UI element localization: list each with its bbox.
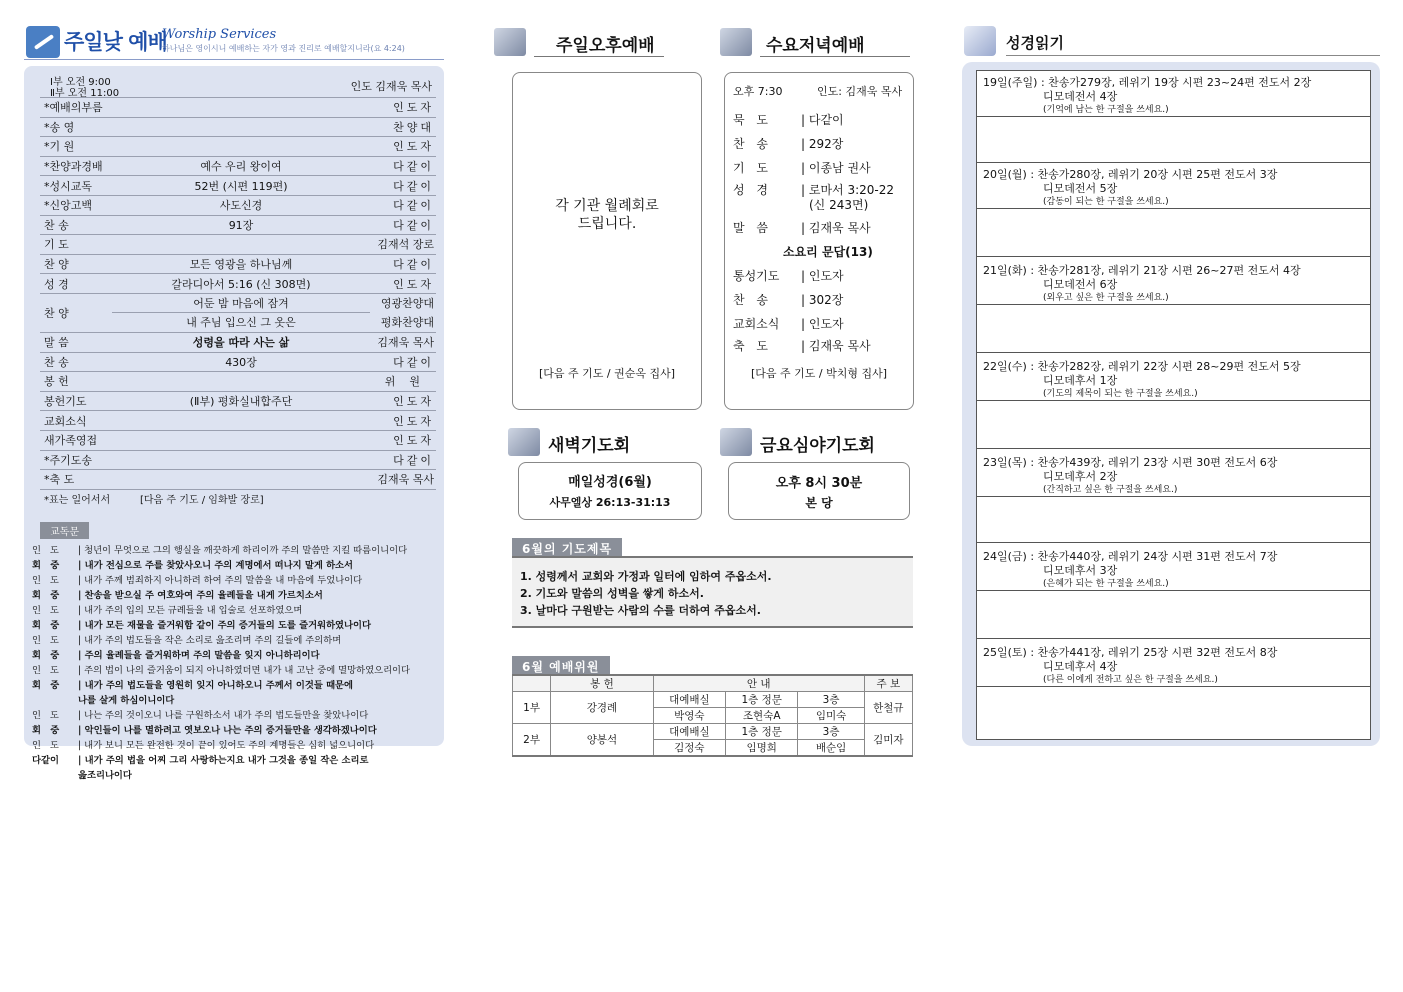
order-label: *성시교독 (44, 179, 93, 193)
reading-speaker: 회 중 (32, 619, 63, 631)
reading-speaker: 회 중 (32, 724, 63, 736)
reading-speaker: 인 도 (32, 709, 62, 721)
reading-passages-cont: 디모데후서 1장 (1043, 374, 1118, 387)
reading-passages-cont: 디모데전서 5장 (1043, 182, 1118, 195)
afternoon-box (512, 72, 702, 410)
dawn-line1: 매일성경(6월) (568, 475, 652, 490)
reading-day-line1 (983, 262, 1364, 278)
reading-passages: 찬송가282장, 레위기 22장 시편 28~29편 전도서 5장 (1037, 360, 1301, 373)
reading-text: | 주의 율례들을 즐거워하며 주의 말씀을 잊지 아니하리이다 (78, 649, 320, 661)
order-person: 다같이 (393, 453, 434, 467)
order-row (40, 216, 436, 236)
reading-note-space[interactable] (977, 497, 1370, 543)
afternoon-message-line1: 각 기관 월례회로 (555, 198, 659, 214)
reading-instruction: (외우고 싶은 한 구절을 쓰세요.) (1043, 293, 1169, 303)
bible-reading-title: 성경읽기 (1006, 34, 1064, 52)
reading-speaker: 인 도 (32, 664, 62, 676)
reading-text: | 내가 전심으로 주를 찾았사오니 주의 계명에서 떠나지 말게 하소서 (78, 559, 354, 571)
reading-speaker (32, 693, 78, 708)
reading-speaker: 인 도 (32, 634, 62, 646)
sunday-worship-title: 주일낮 예배 (64, 30, 167, 54)
committee-location: 대예배실 (653, 692, 725, 708)
order-person: 김재욱 목사 (377, 473, 434, 487)
order-row (40, 98, 436, 118)
order-person: 다같이 (393, 258, 434, 272)
choir-song-2: 내 주님 입으신 그 옷은 (186, 315, 296, 329)
wednesday-row (733, 291, 843, 308)
order-label: 새가족영접 (44, 434, 98, 448)
reading-line (32, 633, 436, 648)
reading-passages: 찬송가440장, 레위기 24장 시편 31편 전도서 7장 (1037, 550, 1278, 563)
committee-service: 2부 (513, 724, 551, 757)
order-person: 위원 (384, 375, 434, 389)
committee-usher: 조현숙A (726, 708, 798, 724)
reading-speaker: 인 도 (32, 544, 62, 556)
reading-day (977, 451, 1370, 497)
reading-note-space[interactable] (977, 117, 1370, 163)
wednesday-box (724, 72, 914, 410)
committee-offering: 강경례 (551, 692, 654, 724)
wednesday-row (733, 219, 871, 236)
wednesday-row (733, 267, 844, 284)
order-person: 다같이 (393, 179, 434, 193)
friday-line1: 오후 8시 30분 (775, 476, 863, 491)
committee-location: 대예배실 (653, 724, 725, 740)
reading-day-line1 (983, 548, 1364, 564)
bible-reading-section (962, 22, 1380, 752)
reading-passages: 찬송가439장, 레위기 23장 시편 30편 전도서 6장 (1037, 456, 1278, 469)
wednesday-item-label: 성 경 (733, 183, 772, 197)
reading-day-line1 (983, 358, 1364, 374)
reading-note-space[interactable] (977, 307, 1370, 353)
prayer-topics-tag: 6월의 기도제목 (512, 538, 622, 559)
friday-title: 금요심야기도회 (760, 436, 875, 456)
order-label: *찬양과경배 (44, 160, 103, 174)
reading-text: | 내가 주의 법도들을 작은 소리로 읊조리며 주의 길들에 주의하며 (78, 634, 342, 646)
reading-line (32, 558, 436, 573)
order-content: 모든 영광을 하나님께 (189, 258, 293, 272)
praying-hands-icon (508, 428, 540, 456)
committee-service: 1부 (513, 692, 551, 724)
order-row (40, 470, 436, 490)
reading-line (32, 768, 436, 783)
wednesday-leader: 인도: 김재욱 목사 (817, 85, 903, 98)
friday-header (720, 424, 912, 460)
reading-text: | 내가 주의 법도들을 영원히 잊지 아니하오니 주께서 이것들 때문에 (78, 679, 354, 691)
order-label: 성 경 (44, 277, 69, 291)
order-row (40, 392, 436, 412)
reading-passages: 찬송가281장, 레위기 21장 시편 26~27편 전도서 4장 (1037, 264, 1301, 277)
reading-speaker (32, 768, 78, 783)
order-person: 다같이 (393, 218, 434, 232)
reading-line (32, 618, 436, 633)
wednesday-item-label: 통성기도 (733, 269, 780, 283)
reading-note-space[interactable] (977, 687, 1370, 739)
committee-header-blank (513, 675, 551, 692)
reading-day-line1 (983, 644, 1364, 660)
bible-reading-panel (962, 62, 1380, 746)
order-content: 예수 우리 왕이여 (200, 160, 282, 174)
reading-passages-cont: 디모데후서 3장 (1043, 564, 1118, 577)
order-row (40, 255, 436, 275)
afternoon-header (494, 24, 694, 60)
reading-line (32, 678, 436, 693)
order-of-service (24, 66, 444, 781)
reading-day (977, 71, 1370, 117)
wednesday-item-value: | 인도자 (801, 269, 844, 283)
bible-reading-underline (1006, 55, 1380, 56)
reading-line (32, 708, 436, 723)
reading-text: | 내가 보니 모든 완전한 것이 끝이 있어도 주의 계명들은 심히 넓으니이다 (78, 739, 375, 751)
dawn-line2: 사무엘상 26:13-31:13 (549, 496, 671, 509)
order-label: 교회소식 (44, 414, 87, 428)
choir-song-1: 어둔 밤 마음에 잠겨 (112, 294, 370, 313)
reading-line (32, 573, 436, 588)
dawn-box (518, 462, 702, 520)
next-week-prayer: [다음 주 기도 / 임화발 장로] (140, 495, 264, 507)
reading-passages-cont: 디모데전서 6장 (1043, 278, 1118, 291)
choir-row (40, 294, 436, 333)
dawn-header (508, 424, 698, 460)
wednesday-item-label: 교회소식 (733, 317, 780, 331)
reading-day (977, 545, 1370, 591)
wednesday-item-value: | 다같이 (801, 113, 844, 127)
prayer-topic: 1. 성령께서 교회와 가정과 일터에 임하여 주옵소서. (520, 570, 772, 583)
choir-names (370, 294, 436, 332)
committee-bulletin: 한철규 (864, 692, 912, 724)
order-row (40, 118, 436, 138)
sunday-worship-subtitle-en: Worship Services (162, 27, 277, 42)
wednesday-row (733, 111, 844, 128)
reading-line (32, 753, 436, 768)
reading-day-line1 (983, 166, 1364, 182)
order-row (40, 333, 436, 353)
committee-header-offering: 봉 헌 (551, 675, 654, 692)
order-content: 91장 (228, 218, 254, 232)
committee-tag: 6월 예배위원 (512, 656, 610, 677)
reading-day-label: 25일(토) : (983, 646, 1035, 659)
wednesday-item-value: | 292장 (801, 137, 844, 151)
afternoon-title: 주일오후예배 (556, 36, 655, 56)
order-person: 김재석 장로 (377, 238, 434, 252)
reading-text: 읊조리나이다 (78, 769, 132, 781)
reading-speaker: 인 도 (32, 574, 62, 586)
committee-usher: 박영숙 (653, 708, 725, 724)
committee-row (513, 724, 913, 740)
order-person: 인도자 (393, 277, 434, 291)
wednesday-row (733, 196, 868, 213)
order-person: 다같이 (393, 160, 434, 174)
order-label: *기 원 (44, 140, 75, 154)
order-person: 김재욱 목사 (377, 336, 434, 350)
order-row (40, 196, 436, 216)
reading-line (32, 603, 436, 618)
wednesday-item-label: 찬 송 (733, 137, 772, 151)
reading-day-label: 24일(금) : (983, 550, 1035, 563)
sunday-worship-verse: 하나님은 영이시니 예배하는 자가 영과 진리로 예배할지니라(요 4:24) (162, 44, 405, 53)
afternoon-message-line2: 드립니다. (577, 216, 637, 232)
reading-line (32, 693, 436, 708)
reading-text: | 나는 주의 것이오니 나를 구원하소서 내가 주의 법도들만을 찾았나이다 (78, 709, 369, 721)
reading-instruction: (간직하고 싶은 한 구절을 쓰세요.) (1043, 485, 1178, 495)
reading-text: | 청년이 무엇으로 그의 행실을 깨끗하게 하리이까 주의 말씀만 지킬 따름이니이다 (78, 544, 408, 556)
reading-passages-cont: 디모데전서 4장 (1043, 90, 1118, 103)
reading-day-label: 22일(수) : (983, 360, 1035, 373)
reading-speaker: 다같이 (32, 754, 59, 766)
committee-usher: 임미숙 (798, 708, 864, 724)
order-row (40, 176, 436, 196)
committee-location: 1층 정문 (726, 692, 798, 708)
order-row (40, 411, 436, 431)
reading-day (977, 259, 1370, 305)
sermon-title: 성령을 따라 사는 삶 (192, 336, 290, 350)
order-row (40, 137, 436, 157)
reading-speaker: 인 도 (32, 604, 62, 616)
order-content: 430장 (225, 355, 257, 369)
reading-instruction: (기억에 남는 한 구절을 쓰세요.) (1043, 105, 1169, 115)
order-content: 갈라디아서 5:16 (신 308면) (171, 277, 311, 291)
order-content: 사도신경 (219, 199, 263, 213)
committee-offering: 양봉석 (551, 724, 654, 757)
wednesday-item-value: | 로마서 3:20-22 (801, 183, 894, 197)
reading-day-line1 (983, 74, 1364, 90)
order-row (40, 372, 436, 392)
reading-day (977, 163, 1370, 209)
reading-passages: 찬송가441장, 레위기 25장 시편 32편 전도서 8장 (1037, 646, 1278, 659)
pen-icon (26, 26, 60, 58)
catechism: 소요리 문답(13) (783, 245, 873, 259)
wednesday-row (733, 135, 843, 152)
committee-row (513, 692, 913, 708)
committee-usher: 김정숙 (653, 740, 725, 757)
order-person: 찬양대 (393, 120, 434, 134)
reading-instruction: (은혜가 되는 한 구절을 쓰세요.) (1043, 579, 1169, 589)
committee-location: 3층 (798, 692, 864, 708)
order-row (40, 235, 436, 255)
reading-speaker: 회 중 (32, 649, 63, 661)
order-row (40, 274, 436, 294)
reading-line (32, 588, 436, 603)
order-label: 기 도 (44, 238, 69, 252)
order-label: *축 도 (44, 473, 75, 487)
wednesday-item-value: | 302장 (801, 293, 844, 307)
wednesday-row (733, 159, 871, 176)
reading-day-line1 (983, 454, 1364, 470)
reading-day-label: 20일(월) : (983, 168, 1035, 181)
order-content: (Ⅱ부) 평화실내합주단 (189, 395, 293, 409)
reading-speaker: 인 도 (32, 739, 62, 751)
order-row (40, 431, 436, 451)
responsive-reading-tag: 교독문 (40, 522, 89, 539)
order-label: 찬 양 (44, 306, 69, 320)
reading-day (977, 355, 1370, 401)
wednesday-next-prayer: [다음 주 기도 / 박치형 집사] (750, 367, 888, 380)
friday-line2: 본 당 (805, 496, 833, 510)
weekday-services-section (492, 22, 917, 762)
order-label: 찬 송 (44, 355, 69, 369)
choir-name-1: 영광찬양대 (380, 296, 434, 310)
choir-name-2: 평화찬양대 (380, 315, 434, 329)
wednesday-time: 오후 7:30 (733, 85, 783, 98)
order-note (40, 490, 436, 508)
reading-text: | 찬송을 받으실 주 여호와여 주의 율례들을 내게 가르치소서 (78, 589, 323, 601)
friday-box (728, 462, 910, 520)
reading-line (32, 663, 436, 678)
order-label: 말 씀 (44, 336, 69, 350)
sunday-worship-section (24, 22, 444, 781)
reading-text: 나를 살게 하심이니이다 (78, 694, 175, 706)
wednesday-header (720, 24, 912, 60)
wednesday-item-value: | 김재욱 목사 (801, 221, 871, 235)
wednesday-row (733, 337, 871, 354)
wednesday-item-label: 기 도 (733, 161, 772, 175)
order-person: 다같이 (393, 199, 434, 213)
reading-text: | 악인들이 나를 멸하려고 엿보오나 나는 주의 증거들만을 생각하겠나이다 (78, 724, 377, 736)
order-person: 인도자 (393, 140, 434, 154)
reading-note-space[interactable] (977, 593, 1370, 639)
standing-note: *표는 일어서서 (44, 495, 111, 507)
praying-hands-icon (720, 28, 752, 56)
order-row (40, 157, 436, 177)
service-time-1: Ⅰ부 오전 9:00 (50, 77, 111, 88)
reading-note-space[interactable] (977, 211, 1370, 257)
reading-passages: 찬송가280장, 레위기 20장 시편 25편 전도서 3장 (1037, 168, 1278, 181)
order-label: *신앙고백 (44, 199, 93, 213)
reading-instruction: (기도의 제목이 되는 한 구절을 쓰세요.) (1043, 389, 1198, 399)
order-person: 인도자 (393, 395, 434, 409)
bible-reading-table (976, 70, 1371, 740)
committee-table (512, 674, 913, 757)
wednesday-row (777, 243, 873, 260)
wednesday-item-value: | 인도자 (801, 317, 844, 331)
committee-header-usher: 안 내 (653, 675, 864, 692)
wednesday-item-value: | 김재욱 목사 (801, 339, 871, 353)
reading-passages: 찬송가279장, 레위기 19장 시편 23~24편 전도서 2장 (1048, 76, 1312, 89)
committee-header-bulletin: 주 보 (864, 675, 912, 692)
reading-day (977, 641, 1370, 687)
wednesday-item-value: (신 243면) (809, 198, 869, 212)
reading-speaker: 회 중 (32, 559, 63, 571)
praying-hands-icon (720, 428, 752, 456)
service-times (40, 72, 436, 98)
order-label: 찬 송 (44, 218, 69, 232)
afternoon-next-prayer: [다음 주 기도 / 권순옥 집사] (538, 367, 676, 380)
wednesday-item-label: 축 도 (733, 339, 772, 353)
prayer-topic: 3. 날마다 구원받는 사람의 수를 더하여 주옵소서. (520, 604, 761, 617)
sunday-worship-header (24, 22, 444, 60)
committee-location: 3층 (798, 724, 864, 740)
service-leader: 인도 김재욱 목사 (350, 80, 432, 93)
reading-note-space[interactable] (977, 403, 1370, 449)
order-row (40, 451, 436, 471)
committee-usher: 임명희 (726, 740, 798, 757)
order-label: 봉 헌 (44, 375, 69, 389)
reading-line (32, 648, 436, 663)
wednesday-row (733, 315, 844, 332)
afternoon-message (513, 197, 701, 233)
reading-text: | 내가 주의 법을 어찌 그리 사랑하는지요 내가 그것을 종일 작은 소리로 (78, 754, 369, 766)
reading-passages-cont: 디모데후서 2장 (1043, 470, 1118, 483)
afternoon-underline (534, 56, 664, 57)
committee-header-row (513, 675, 913, 692)
wednesday-item-label: 찬 송 (733, 293, 772, 307)
wednesday-item-label (733, 196, 795, 213)
reading-instruction: (감동이 되는 한 구절을 쓰세요.) (1043, 197, 1169, 207)
choir-songs (112, 294, 370, 332)
wednesday-title: 수요저녁예배 (766, 36, 865, 56)
praying-hands-icon (494, 28, 526, 56)
reading-instruction: (다른 이에게 전하고 싶은 한 구절을 쓰세요.) (1043, 675, 1218, 685)
order-person: 다같이 (393, 355, 434, 369)
service-time-2: Ⅱ부 오전 11:00 (50, 88, 120, 99)
order-label: 찬 양 (44, 258, 69, 272)
dawn-title: 새벽기도회 (548, 436, 631, 456)
committee-bulletin: 김미자 (864, 724, 912, 757)
order-label: 봉헌기도 (44, 395, 87, 409)
wednesday-underline (760, 56, 910, 57)
prayer-topic: 2. 기도와 말씀의 성벽을 쌓게 하소서. (520, 587, 704, 600)
reading-speaker: 회 중 (32, 589, 63, 601)
order-person: 인도자 (393, 414, 434, 428)
bible-reading-header (962, 22, 1380, 58)
reading-line (32, 543, 436, 558)
order-label: *주기도송 (44, 453, 93, 467)
wednesday-item-label: 묵 도 (733, 113, 772, 127)
reading-speaker: 회 중 (32, 679, 63, 691)
reading-text: | 내가 주의 입의 모든 규례들을 내 입술로 선포하였으며 (78, 604, 303, 616)
committee-location: 1층 정문 (726, 724, 798, 740)
wednesday-time-row (733, 83, 902, 99)
committee-usher: 배순임 (798, 740, 864, 757)
order-content: 52번 (시편 119편) (194, 179, 288, 193)
reading-text: | 주의 법이 나의 즐거움이 되지 아니하였더면 내가 내 고난 중에 멸망하였으리이다 (78, 664, 411, 676)
responsive-reading (32, 543, 436, 783)
reading-day-label: 19일(주일) : (983, 76, 1045, 89)
wednesday-item-label: 말 씀 (733, 221, 772, 235)
wednesday-item-value: | 이종남 권사 (801, 161, 871, 175)
lotus-icon (964, 26, 996, 56)
reading-day-label: 21일(화) : (983, 264, 1035, 277)
reading-line (32, 723, 436, 738)
reading-passages-cont: 디모데후서 4장 (1043, 660, 1118, 673)
prayer-topics (512, 556, 913, 628)
order-label: *송 영 (44, 120, 75, 134)
order-person: 인도자 (393, 434, 434, 448)
reading-line (32, 738, 436, 753)
order-row (40, 353, 436, 373)
reading-text: | 내가 주께 범죄하지 아니하려 하여 주의 말씀을 내 마음에 두었나이다 (78, 574, 363, 586)
order-person: 인도자 (393, 101, 434, 115)
order-label: *예배의부름 (44, 101, 103, 115)
reading-day-label: 23일(목) : (983, 456, 1035, 469)
reading-text: | 내가 모든 재물을 즐거워함 같이 주의 증거들의 도를 즐거워하였나이다 (78, 619, 371, 631)
